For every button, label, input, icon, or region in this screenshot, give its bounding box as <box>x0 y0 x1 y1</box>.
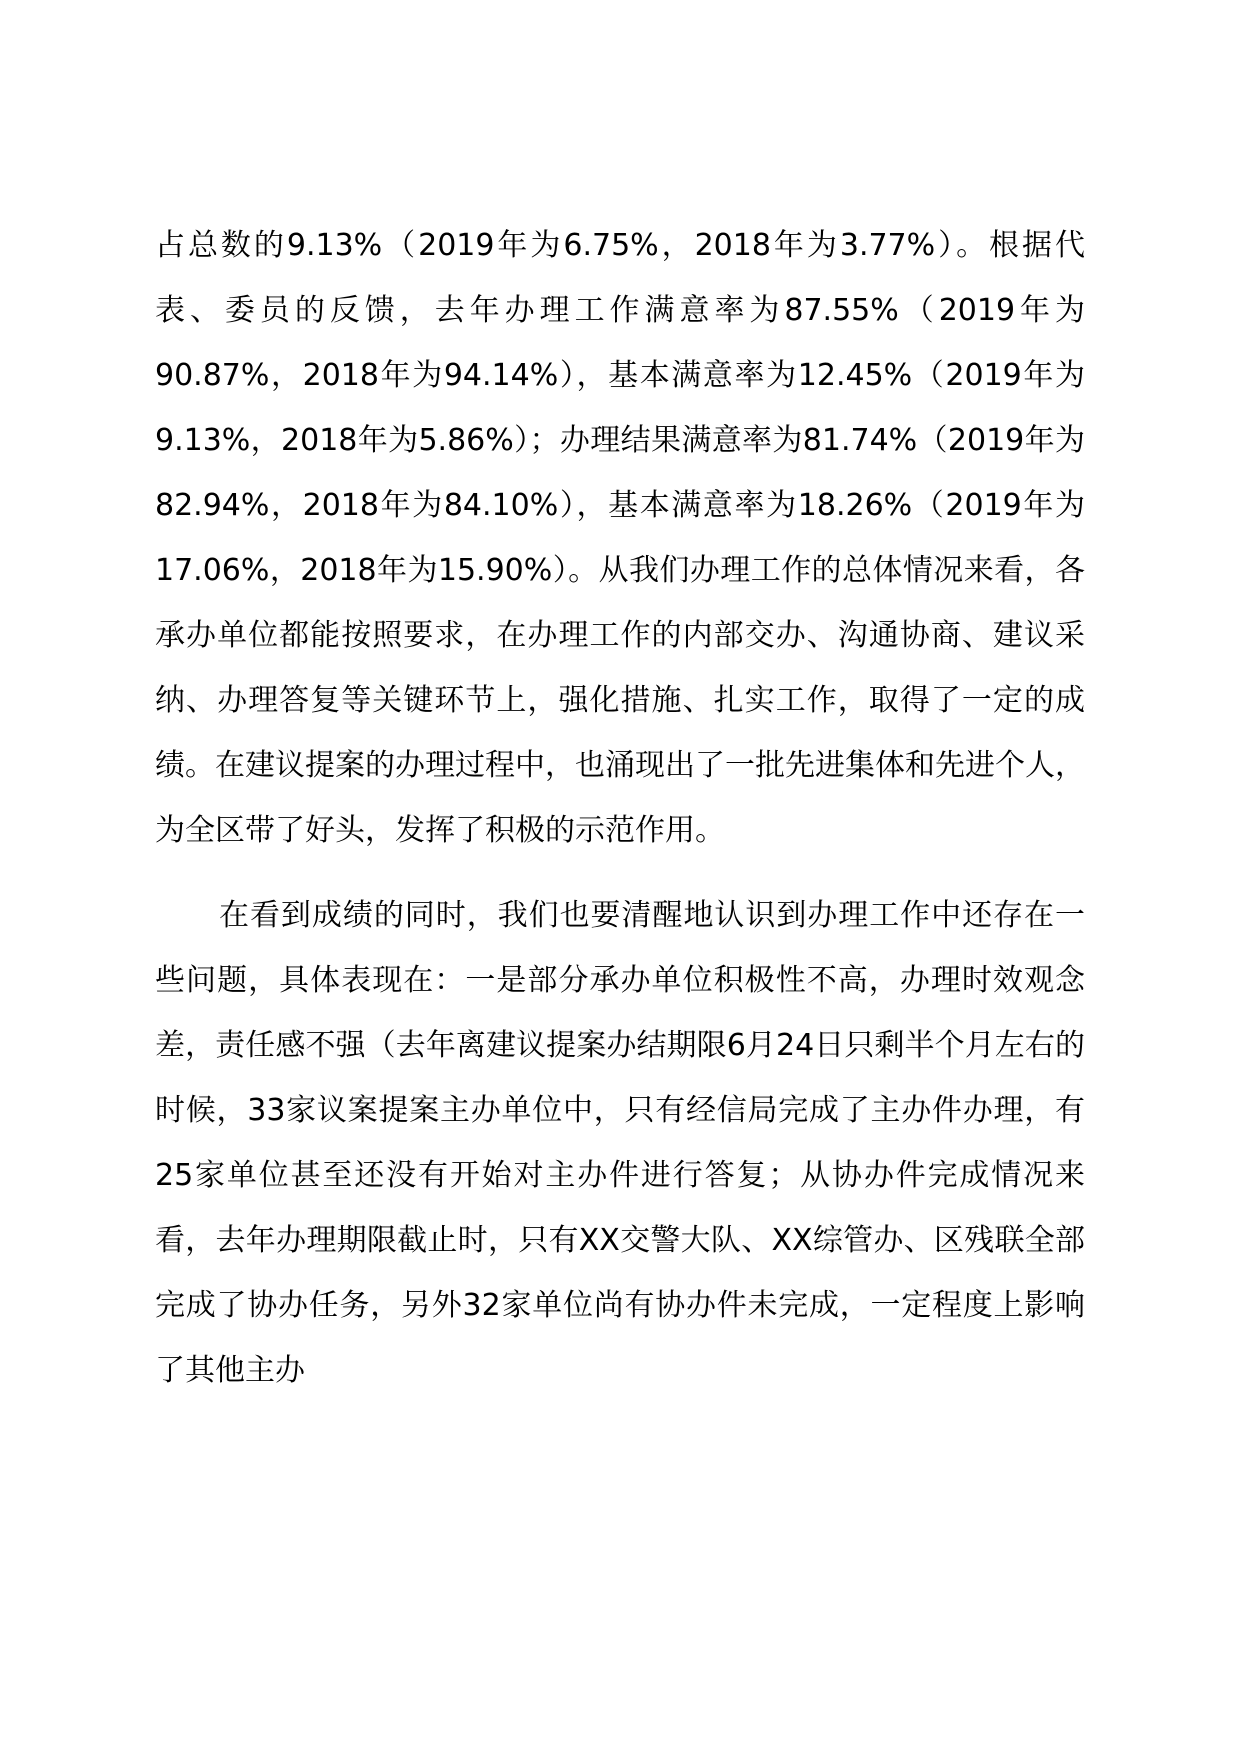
paragraph-satisfaction-rates: 占总数的9.13%（2019年为6.75%，2018年为3.77%）。根据代表、委员的反馈，去年办理工作满意率为87.55%（2019年为90.87%，2018年为94.14%），基本满意率为12.45%（2019年为9.13%，2018年为5.86%）；办理结果满意率为81.74%（2019年为82.94%，2018年为84.10%），基本满意率为18.26%（2019年为17.06%，2018年为15.90%）。从我们办理工作的总体情况来看，各承办单位都能按照要求，在办理工作的内部交办、沟通协商、建议采纳、办理答复等关键环节上，强化措施、扎实工作，取得了一定的成绩。在建议提案的办理过程中，也涌现出了一批先进集体和先进个人，为全区带了好头，发挥了积极的示范作用。 <box>155 228 1085 848</box>
document-page <box>155 213 1085 1403</box>
paragraph-existing-problems: 在看到成绩的同时，我们也要清醒地认识到办理工作中还存在一些问题，具体表现在：一是部分承办单位积极性不高，办理时效观念差，责任感不强（去年离建议提案办结期限6月24日只剩半个月左右的时候，33家议案提案主办单位中，只有经信局完成了主办件办理，有25家单位甚至还没有开始对主办件进行答复；从协办件完成情况来看，去年办理期限截止时，只有XX交警大队、XX综管办、区残联全部完成了协办任务，另外32家单位尚有协办件未完成，一定程度上影响了其他主办 <box>155 898 1085 1388</box>
